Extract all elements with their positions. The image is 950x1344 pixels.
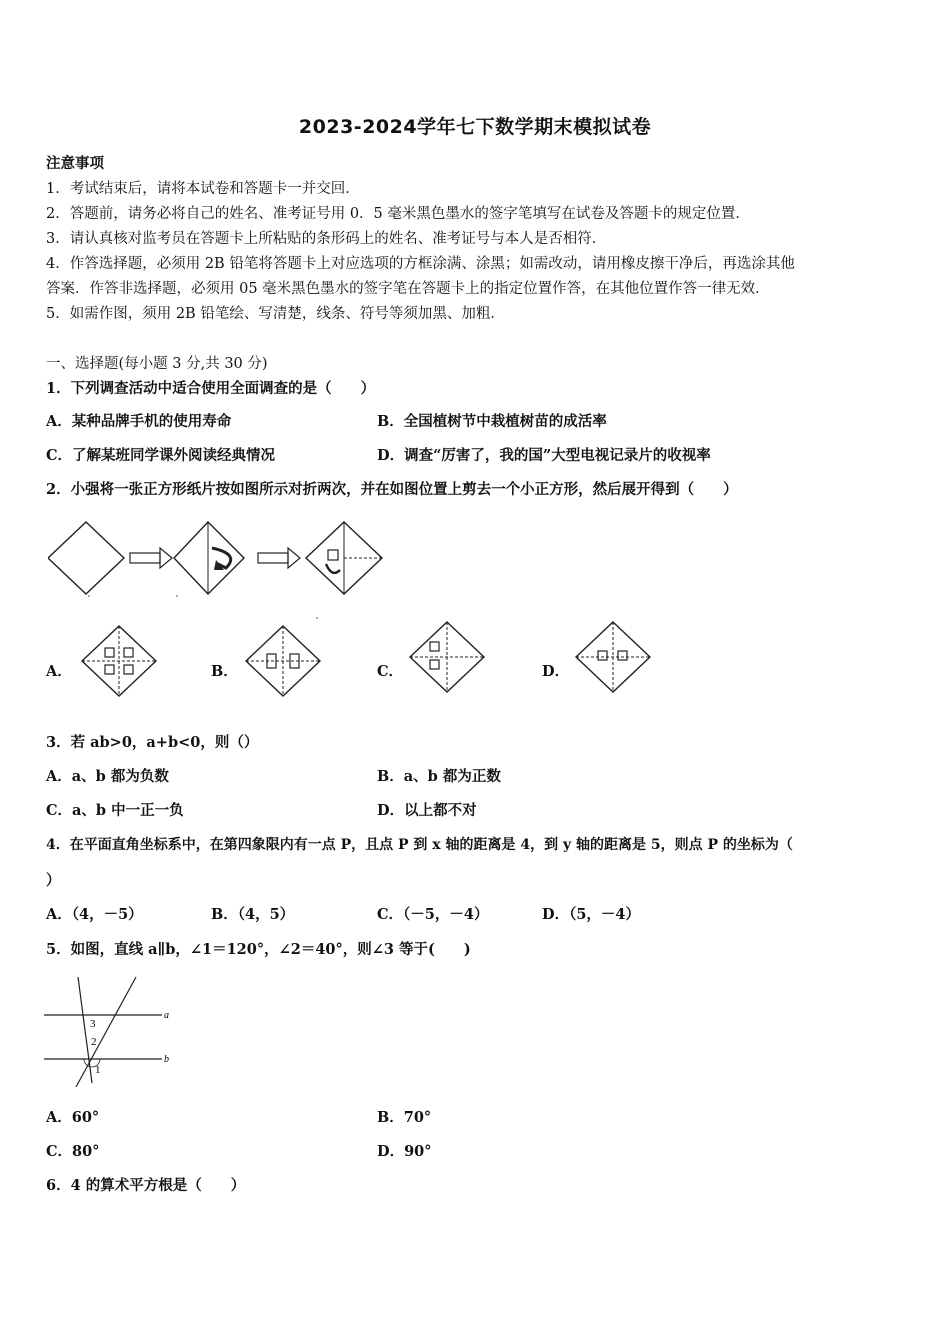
question-2-option-a-label: A． bbox=[46, 663, 72, 680]
cut-paper-shape bbox=[306, 522, 382, 594]
question-4-option-d: D．（5，－4） bbox=[542, 906, 641, 923]
paper-folding-figure bbox=[48, 518, 388, 628]
question-6-stem: 6．4 的算术平方根是（ ） bbox=[46, 1177, 246, 1194]
label-line-a: a bbox=[164, 1010, 169, 1021]
page-title: 2023-2024学年七下数学期末模拟试卷 bbox=[298, 116, 652, 138]
square-paper-shape bbox=[48, 522, 124, 594]
question-5-stem: 5．如图，直线 a∥b，∠1＝120°，∠2＝40°，则∠3 等于( ) bbox=[46, 941, 471, 958]
question-3-option-b: B．a、b 都为正数 bbox=[377, 768, 501, 785]
question-4-option-c: C．（－5，－4） bbox=[377, 906, 489, 923]
notice-item-4: 4．作答选择题，必须用 2B 铅笔将答题卡上对应选项的方框涂满、涂黑；如需改动，请用橡皮擦干净后，再选涂其他 bbox=[46, 256, 795, 272]
notice-item-1: 1．考试结束后，请将本试卷和答题卡一并交回． bbox=[46, 181, 360, 197]
question-5-option-b: B．70° bbox=[377, 1109, 432, 1126]
question-4-stem-cont: ） bbox=[46, 872, 61, 889]
question-4-option-a: A．（4，－5） bbox=[46, 906, 143, 923]
label-angle-1: 1 bbox=[95, 1064, 101, 1076]
notice-item-5: 5．如需作图，须用 2B 铅笔绘、写清楚，线条、符号等须加黑、加粗． bbox=[46, 306, 505, 322]
question-3-option-c: C．a、b 中一正一负 bbox=[46, 802, 184, 819]
question-1-stem: 1．下列调查活动中适合使用全面调查的是（ ） bbox=[46, 380, 376, 397]
question-3-stem: 3．若 ab>0，a+b<0，则（） bbox=[46, 734, 259, 751]
question-4-stem: 4．在平面直角坐标系中，在第四象限内有一点 P，且点 P 到 x 轴的距离是 4，到 y 轴的距离是 5，则点 P 的坐标为（ bbox=[46, 837, 793, 853]
question-2-option-d-label: D． bbox=[542, 663, 570, 680]
notice-item-3: 3．请认真核对监考员在答题卡上所粘贴的条形码上的姓名、准考证号与本人是否相符． bbox=[46, 231, 607, 247]
question-1-option-c: C．了解某班同学课外阅读经典情况 bbox=[46, 447, 276, 464]
label-angle-2: 2 bbox=[91, 1036, 97, 1048]
question-5-option-d: D．90° bbox=[377, 1143, 432, 1160]
question-3-option-a: A．a、b 都为负数 bbox=[46, 768, 169, 785]
arrow-right-icon bbox=[258, 548, 300, 568]
question-1-option-a: A．某种品牌手机的使用寿命 bbox=[46, 413, 232, 430]
question-4-option-b: B．（4，5） bbox=[211, 906, 295, 923]
section-heading: 一、选择题(每小题 3 分,共 30 分) bbox=[46, 356, 268, 372]
notice-item-4-cont: 答案．作答非选择题，必须用 05 毫米黑色墨水的签字笔在答题卡上的指定位置作答，在其他位置作答一律无效． bbox=[46, 281, 770, 297]
label-line-b: b bbox=[164, 1054, 169, 1065]
notice-item-2: 2．答题前，请务必将自己的姓名、准考证号用 0．5 毫米黑色墨水的签字笔填写在试卷及答题卡的规定位置． bbox=[46, 206, 750, 222]
arrow-right-icon bbox=[130, 548, 172, 568]
question-5-option-c: C．80° bbox=[46, 1143, 100, 1160]
question-2-stem: 2．小强将一张正方形纸片按如图所示对折两次，并在如图位置上剪去一个小正方形，然后展开得到（ ） bbox=[46, 481, 738, 498]
question-3-option-d: D．以上都不对 bbox=[377, 802, 477, 819]
question-1-option-d: D．调查“厉害了，我的国”大型电视记录片的收视率 bbox=[377, 447, 711, 464]
question-2-option-b-label: B． bbox=[211, 663, 238, 680]
question-5-option-a: A．60° bbox=[46, 1109, 100, 1126]
option-a-unfolded-figure bbox=[80, 624, 158, 698]
option-c-unfolded-figure bbox=[408, 620, 486, 694]
parallel-lines-figure bbox=[44, 975, 174, 1090]
option-b-unfolded-figure bbox=[244, 624, 322, 698]
option-d-unfolded-figure bbox=[574, 620, 652, 694]
question-1-option-b: B．全国植树节中栽植树苗的成活率 bbox=[377, 413, 607, 430]
folded-paper-shape bbox=[174, 522, 244, 594]
label-angle-3: 3 bbox=[90, 1018, 96, 1030]
notice-heading: 注意事项 bbox=[46, 155, 104, 172]
question-2-option-c-label: C． bbox=[377, 663, 404, 680]
